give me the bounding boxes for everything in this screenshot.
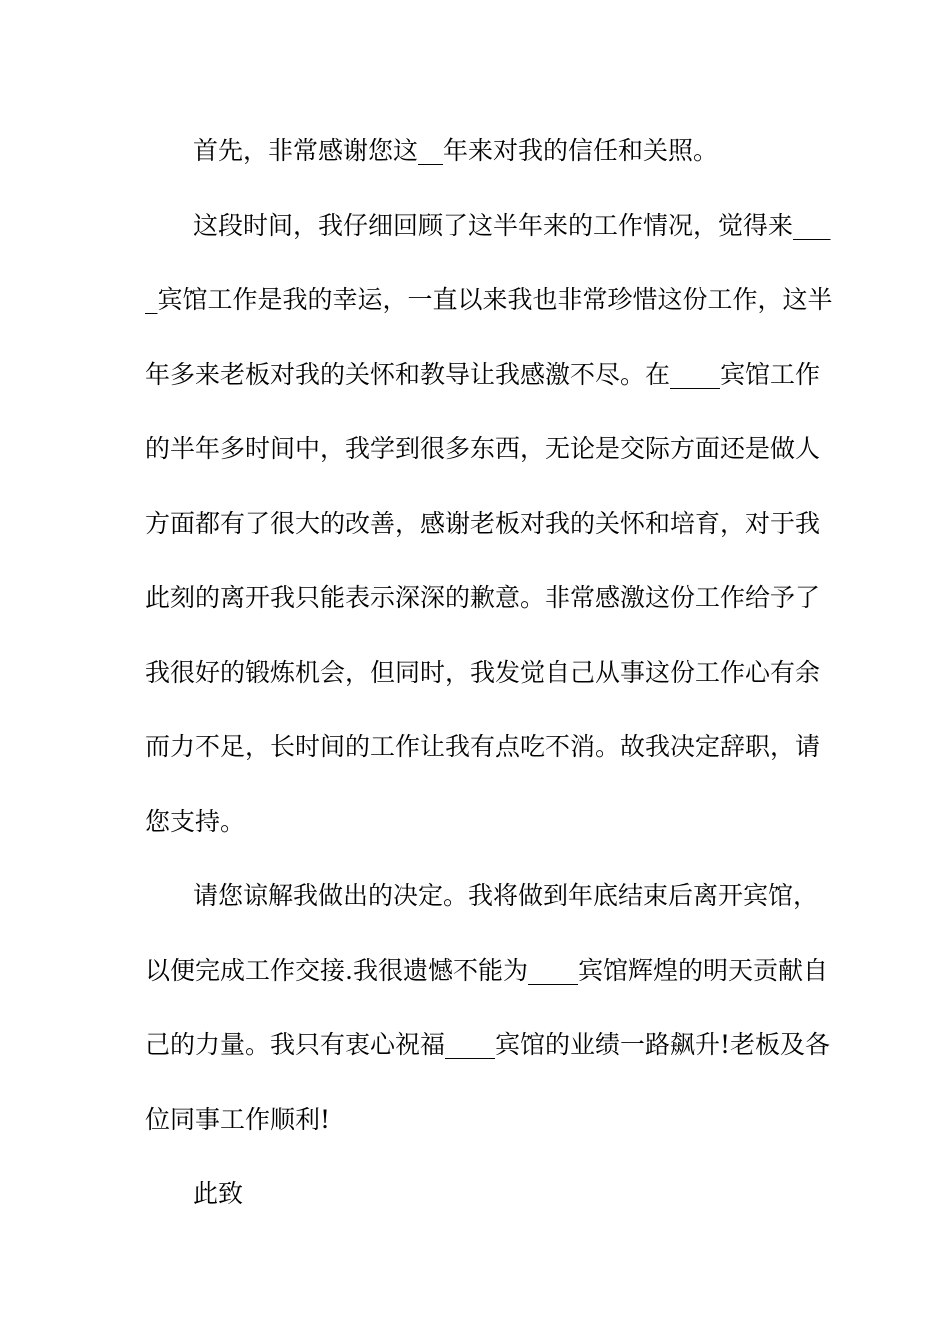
- closing-line: 此致: [193, 1179, 244, 1208]
- body-line: 的半年多时间中，我学到很多东西，无论是交际方面还是做人: [145, 434, 821, 463]
- body-line: 这段时间，我仔细回顾了这半年来的工作情况，觉得来___: [193, 210, 831, 240]
- body-line: 我很好的锻炼机会，但同时，我发觉自己从事这份工作心有余: [145, 657, 821, 687]
- body-line: 己的力量。我只有衷心祝福____宾馆的业绩一路飙升!老板及各: [145, 1030, 831, 1059]
- body-line: 首先，非常感谢您这__年来对我的信任和关照。: [193, 136, 719, 165]
- letter-body: [145, 114, 833, 1232]
- body-line: _宾馆工作是我的幸运，一直以来我也非常珍惜这份工作，这半: [145, 285, 833, 314]
- body-line: 以便完成工作交接.我很遗憾不能为____宾馆辉煌的明天贡献自: [145, 955, 828, 985]
- body-line: 请您谅解我做出的决定。我将做到年底结束后离开宾馆，: [193, 881, 819, 910]
- body-line: 而力不足，长时间的工作让我有点吃不消。故我决定辞职，请: [145, 732, 821, 761]
- body-line: 位同事工作顺利!: [145, 1104, 331, 1134]
- body-line: 此刻的离开我只能表示深深的歉意。非常感激这份工作给予了: [145, 583, 821, 612]
- body-line: 年多来老板对我的关怀和教导让我感激不尽。在____宾馆工作: [145, 359, 821, 389]
- body-line: 您支持。: [145, 806, 246, 836]
- body-line: 方面都有了很大的改善，感谢老板对我的关怀和培育，对于我: [145, 508, 821, 538]
